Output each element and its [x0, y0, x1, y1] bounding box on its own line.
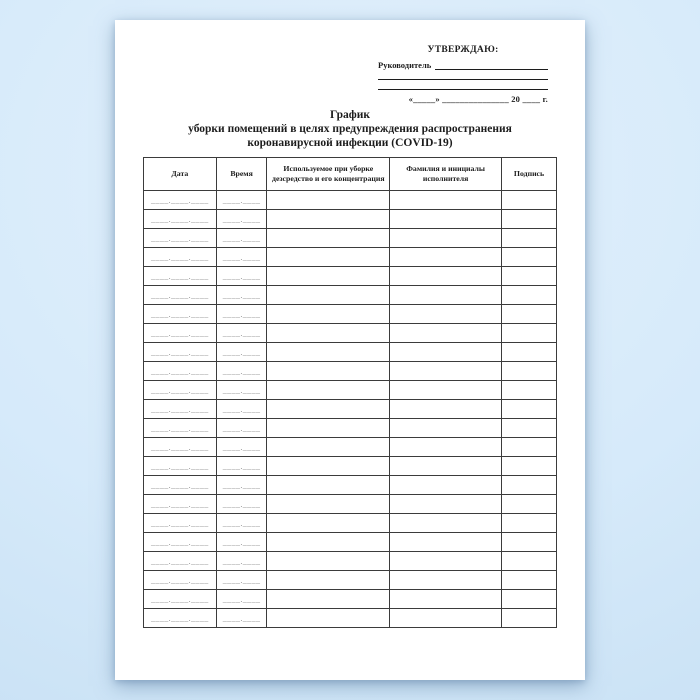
signature-cell [502, 267, 557, 286]
signature-cell [502, 400, 557, 419]
table-row [144, 419, 557, 438]
disinfectant-cell [267, 362, 390, 381]
time-cell: ____.____ [216, 362, 267, 381]
disinfectant-cell [267, 514, 390, 533]
disinfectant-cell [267, 400, 390, 419]
disinfectant-cell [267, 476, 390, 495]
signature-cell [502, 590, 557, 609]
signature-cell [502, 343, 557, 362]
time-cell: ____.____ [216, 609, 267, 628]
table-row [144, 229, 557, 248]
date-cell: ____.____.____ [144, 590, 217, 609]
disinfectant-cell [267, 533, 390, 552]
document-page [115, 20, 585, 680]
signature-cell [502, 609, 557, 628]
executor-cell [390, 286, 502, 305]
disinfectant-cell [267, 495, 390, 514]
disinfectant-cell [267, 267, 390, 286]
date-cell: ____.____.____ [144, 476, 217, 495]
manager-row [378, 58, 548, 70]
executor-cell [390, 305, 502, 324]
date-cell: ____.____.____ [144, 552, 217, 571]
executor-cell [390, 552, 502, 571]
table-body [144, 191, 557, 628]
executor-cell [390, 191, 502, 210]
signature-cell [502, 191, 557, 210]
table-row [144, 191, 557, 210]
approval-block [378, 45, 548, 104]
executor-cell [390, 590, 502, 609]
time-cell: ____.____ [216, 210, 267, 229]
date-cell: ____.____.____ [144, 267, 217, 286]
disinfectant-cell [267, 457, 390, 476]
table-row [144, 457, 557, 476]
col-header-disinfectant: Используемое при уборке дезсредство и его концентрация [267, 158, 390, 191]
executor-cell [390, 381, 502, 400]
date-cell: ____.____.____ [144, 438, 217, 457]
signature-cell [502, 438, 557, 457]
title-line-3: коронавирусной инфекции (COVID-19) [247, 137, 453, 149]
disinfectant-cell [267, 286, 390, 305]
executor-cell [390, 324, 502, 343]
executor-cell [390, 571, 502, 590]
signature-cell [502, 324, 557, 343]
table-row [144, 400, 557, 419]
date-cell: ____.____.____ [144, 210, 217, 229]
disinfectant-cell [267, 305, 390, 324]
table-row [144, 286, 557, 305]
blank-line-1 [378, 70, 548, 80]
approval-title: УТВЕРЖДАЮ: [427, 45, 499, 55]
executor-cell [390, 362, 502, 381]
approval-date-line: «_____» _______________ 20 ____ г. [408, 94, 548, 104]
title-line-2: уборки помещений в целях предупреждения распространения [188, 123, 512, 135]
signature-cell [502, 457, 557, 476]
table-row [144, 438, 557, 457]
signature-cell [502, 476, 557, 495]
disinfectant-cell [267, 419, 390, 438]
date-cell: ____.____.____ [144, 514, 217, 533]
executor-cell [390, 495, 502, 514]
col-header-executor: Фамилия и инициалы исполнителя [390, 158, 502, 191]
disinfectant-cell [267, 590, 390, 609]
date-cell: ____.____.____ [144, 571, 217, 590]
table-row [144, 609, 557, 628]
executor-cell [390, 438, 502, 457]
table-row [144, 362, 557, 381]
col-header-date: Дата [144, 158, 217, 191]
date-cell: ____.____.____ [144, 362, 217, 381]
cleaning-schedule-table [143, 157, 557, 628]
disinfectant-cell [267, 248, 390, 267]
date-cell: ____.____.____ [144, 191, 217, 210]
col-header-signature: Подпись [502, 158, 557, 191]
col-header-time: Время [216, 158, 267, 191]
date-cell: ____.____.____ [144, 609, 217, 628]
executor-cell [390, 476, 502, 495]
signature-cell [502, 286, 557, 305]
table-row [144, 495, 557, 514]
signature-cell [502, 362, 557, 381]
table-row [144, 571, 557, 590]
time-cell: ____.____ [216, 571, 267, 590]
executor-cell [390, 419, 502, 438]
date-cell: ____.____.____ [144, 400, 217, 419]
table-row [144, 343, 557, 362]
table-row [144, 590, 557, 609]
time-cell: ____.____ [216, 438, 267, 457]
time-cell: ____.____ [216, 419, 267, 438]
table-row [144, 533, 557, 552]
disinfectant-cell [267, 438, 390, 457]
time-cell: ____.____ [216, 229, 267, 248]
date-cell: ____.____.____ [144, 343, 217, 362]
table-row [144, 476, 557, 495]
executor-cell [390, 533, 502, 552]
table-row [144, 248, 557, 267]
time-cell: ____.____ [216, 267, 267, 286]
table-row [144, 305, 557, 324]
signature-cell [502, 381, 557, 400]
executor-cell [390, 267, 502, 286]
time-cell: ____.____ [216, 248, 267, 267]
signature-cell [502, 552, 557, 571]
signature-cell [502, 533, 557, 552]
time-cell: ____.____ [216, 533, 267, 552]
executor-cell [390, 229, 502, 248]
blank-line-2 [378, 80, 548, 90]
disinfectant-cell [267, 552, 390, 571]
table-row [144, 552, 557, 571]
time-cell: ____.____ [216, 191, 267, 210]
date-cell: ____.____.____ [144, 324, 217, 343]
table-row [144, 514, 557, 533]
manager-label: Руководитель [378, 60, 432, 70]
disinfectant-cell [267, 571, 390, 590]
executor-cell [390, 457, 502, 476]
time-cell: ____.____ [216, 343, 267, 362]
time-cell: ____.____ [216, 552, 267, 571]
table-row [144, 381, 557, 400]
signature-cell [502, 229, 557, 248]
signature-cell [502, 514, 557, 533]
time-cell: ____.____ [216, 400, 267, 419]
date-cell: ____.____.____ [144, 457, 217, 476]
signature-cell [502, 305, 557, 324]
date-cell: ____.____.____ [144, 305, 217, 324]
time-cell: ____.____ [216, 495, 267, 514]
time-cell: ____.____ [216, 476, 267, 495]
executor-cell [390, 343, 502, 362]
time-cell: ____.____ [216, 305, 267, 324]
signature-cell [502, 495, 557, 514]
date-cell: ____.____.____ [144, 248, 217, 267]
title-line-1: График [330, 109, 370, 121]
executor-cell [390, 248, 502, 267]
signature-cell [502, 248, 557, 267]
executor-cell [390, 609, 502, 628]
table-row [144, 324, 557, 343]
table-row [144, 210, 557, 229]
time-cell: ____.____ [216, 457, 267, 476]
time-cell: ____.____ [216, 514, 267, 533]
signature-cell [502, 210, 557, 229]
signature-cell [502, 571, 557, 590]
disinfectant-cell [267, 191, 390, 210]
manager-fill-line [435, 60, 548, 70]
time-cell: ____.____ [216, 590, 267, 609]
date-cell: ____.____.____ [144, 381, 217, 400]
executor-cell [390, 210, 502, 229]
disinfectant-cell [267, 343, 390, 362]
date-cell: ____.____.____ [144, 419, 217, 438]
time-cell: ____.____ [216, 324, 267, 343]
time-cell: ____.____ [216, 286, 267, 305]
table-header [144, 158, 557, 191]
time-cell: ____.____ [216, 381, 267, 400]
date-cell: ____.____.____ [144, 229, 217, 248]
executor-cell [390, 514, 502, 533]
document-title [115, 108, 585, 150]
executor-cell [390, 400, 502, 419]
date-cell: ____.____.____ [144, 533, 217, 552]
date-cell: ____.____.____ [144, 286, 217, 305]
signature-cell [502, 419, 557, 438]
disinfectant-cell [267, 324, 390, 343]
table-row [144, 267, 557, 286]
disinfectant-cell [267, 229, 390, 248]
disinfectant-cell [267, 381, 390, 400]
date-cell: ____.____.____ [144, 495, 217, 514]
header-row [144, 158, 557, 191]
disinfectant-cell [267, 210, 390, 229]
disinfectant-cell [267, 609, 390, 628]
